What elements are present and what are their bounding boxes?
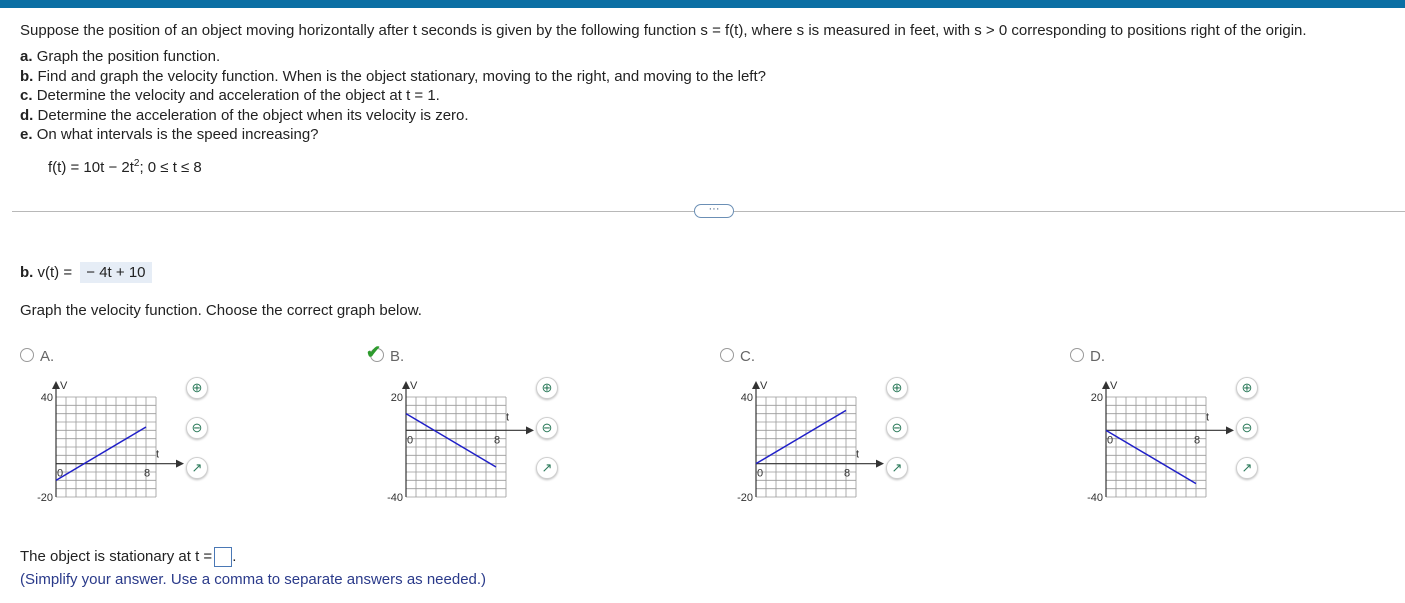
y-tick-label-bottom: -20 bbox=[37, 492, 53, 504]
part-c: c. Determine the velocity and acceleration of the object at t = 1. bbox=[20, 87, 440, 104]
y-tick-label-bottom: -40 bbox=[387, 492, 403, 504]
velocity-graph bbox=[1070, 375, 1240, 515]
velocity-graph bbox=[20, 375, 190, 515]
top-accent-bar bbox=[0, 0, 1405, 8]
origin-label: 0 bbox=[407, 434, 414, 447]
choice-radio[interactable] bbox=[720, 348, 734, 362]
choice-label: D. bbox=[1090, 348, 1105, 365]
choice-b[interactable] bbox=[366, 342, 630, 518]
x-tick-label-max: 8 bbox=[144, 467, 151, 480]
part-b: b. Find and graph the velocity function. When is the object stationary, moving to the right, and moving to the left? bbox=[20, 67, 766, 85]
y-axis-label: V bbox=[60, 380, 68, 392]
x-axis-arrow bbox=[1226, 426, 1234, 434]
y-tick-label-top: 40 bbox=[40, 392, 53, 404]
velocity-graph bbox=[720, 375, 890, 515]
x-axis-arrow bbox=[876, 460, 884, 468]
popout-icon[interactable]: ↗ bbox=[886, 457, 908, 479]
zoom-in-icon[interactable]: ⊕ bbox=[536, 377, 558, 399]
zoom-in-icon[interactable]: ⊕ bbox=[1236, 377, 1258, 399]
y-axis-label: V bbox=[410, 380, 418, 392]
choice-label: B. bbox=[390, 348, 405, 365]
part-e: e. On what intervals is the speed increasing? bbox=[20, 126, 319, 143]
velocity-graph bbox=[370, 375, 540, 515]
x-axis-label: t bbox=[156, 448, 160, 461]
popout-icon[interactable]: ↗ bbox=[536, 457, 558, 479]
expand-more-button[interactable]: ··· bbox=[694, 204, 734, 218]
y-axis-arrow bbox=[52, 381, 60, 389]
x-axis-arrow bbox=[526, 426, 534, 434]
y-axis-label: V bbox=[760, 380, 768, 392]
checkmark-icon: ✔ bbox=[366, 342, 382, 362]
x-axis-label: t bbox=[1206, 411, 1210, 424]
graph-instruction: Graph the velocity function. Choose the correct graph below. bbox=[20, 302, 422, 319]
y-axis-arrow bbox=[1102, 381, 1110, 389]
function-definition: $f(t) = 10t - 2t^2$; 0 ≤ t ≤ 8 bbox=[48, 158, 202, 176]
x-tick-label-max: 8 bbox=[1194, 434, 1201, 447]
origin-label: 0 bbox=[1107, 434, 1114, 447]
stationary-question: The object is stationary at t = . bbox=[20, 547, 236, 567]
zoom-out-icon[interactable]: ⊖ bbox=[886, 417, 908, 439]
popout-icon[interactable]: ↗ bbox=[186, 457, 208, 479]
zoom-in-icon[interactable]: ⊕ bbox=[886, 377, 908, 399]
x-axis-label: t bbox=[506, 411, 510, 424]
problem-intro: Suppose the position of an object moving horizontally after t seconds is given by the following function s = f(t), where s is measured in feet, with s > 0 corresponding to positions right of the origin. bbox=[20, 22, 1307, 39]
y-tick-label-bottom: -20 bbox=[737, 492, 753, 504]
y-axis-arrow bbox=[402, 381, 410, 389]
part-b-answer: b. v(t) = − 4t + 10 bbox=[20, 262, 152, 283]
x-tick-label-max: 8 bbox=[844, 467, 851, 480]
y-tick-label-top: 20 bbox=[1090, 392, 1103, 404]
choice-label: C. bbox=[740, 348, 755, 365]
choice-radio[interactable] bbox=[1070, 348, 1084, 362]
problem-parts bbox=[20, 47, 766, 145]
choice-d[interactable] bbox=[1070, 348, 1330, 518]
origin-label: 0 bbox=[57, 467, 64, 480]
origin-label: 0 bbox=[757, 467, 764, 480]
choice-c[interactable] bbox=[720, 348, 980, 518]
y-tick-label-top: 40 bbox=[740, 392, 753, 404]
y-tick-label-top: 20 bbox=[390, 392, 403, 404]
part-d: d. Determine the acceleration of the object when its velocity is zero. bbox=[20, 106, 469, 124]
choice-radio[interactable] bbox=[20, 348, 34, 362]
y-axis-label: V bbox=[1110, 380, 1118, 392]
zoom-out-icon[interactable]: ⊖ bbox=[1236, 417, 1258, 439]
popout-icon[interactable]: ↗ bbox=[1236, 457, 1258, 479]
stationary-answer-input[interactable] bbox=[214, 547, 232, 567]
zoom-in-icon[interactable]: ⊕ bbox=[186, 377, 208, 399]
choice-a[interactable] bbox=[20, 348, 280, 518]
answer-hint: (Simplify your answer. Use a comma to separate answers as needed.) bbox=[20, 571, 487, 588]
x-axis-label: t bbox=[856, 448, 860, 461]
velocity-answer: − 4t + 10 bbox=[80, 262, 151, 283]
x-axis-arrow bbox=[176, 460, 184, 468]
zoom-out-icon[interactable]: ⊖ bbox=[186, 417, 208, 439]
x-tick-label-max: 8 bbox=[494, 434, 501, 447]
part-a: a. Graph the position function. bbox=[20, 48, 221, 65]
choice-label: A. bbox=[40, 348, 55, 365]
y-axis-arrow bbox=[752, 381, 760, 389]
zoom-out-icon[interactable]: ⊖ bbox=[536, 417, 558, 439]
y-tick-label-bottom: -40 bbox=[1087, 492, 1103, 504]
